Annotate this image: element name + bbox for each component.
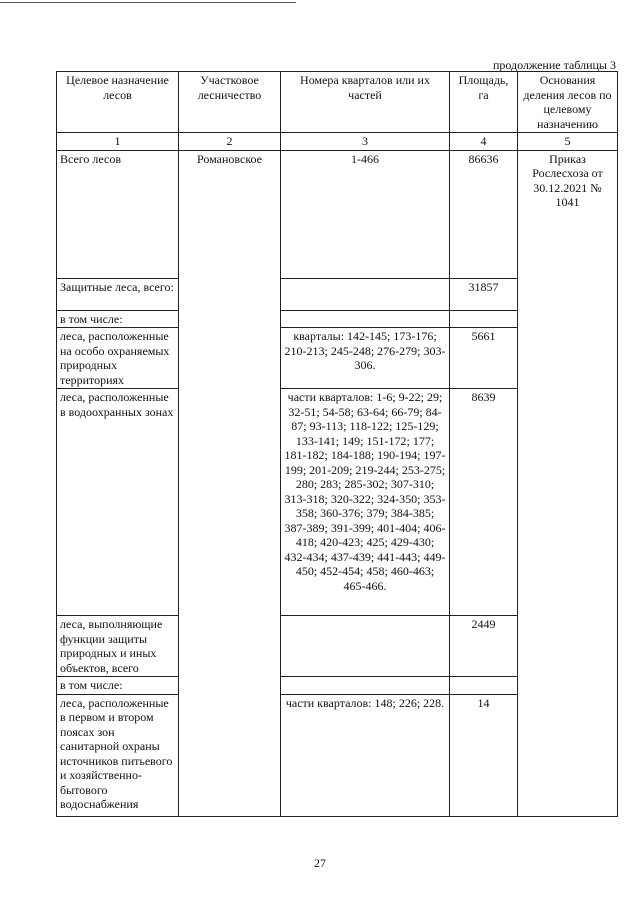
header-row [57, 72, 618, 133]
col-number: 5 [518, 133, 618, 151]
header-purpose: Целевое назначение лесов [57, 72, 179, 133]
quarters-cell: 1-466 [281, 150, 450, 278]
quarters-cell: кварталы: 142-145; 173-176; 210-213; 245-248; 276-279; 303-306. [281, 328, 450, 389]
purpose-cell: леса, расположенные в первом и втором поясах зон санитарной охраны источников питьевого и хозяйственно-бытового водоснабжения [57, 694, 179, 816]
header-quarters: Номера кварталов или их частей [281, 72, 450, 133]
area-cell: 5661 [450, 328, 518, 389]
col-number: 2 [179, 133, 281, 151]
area-cell: 8639 [450, 389, 518, 616]
header-basis: Основания деления лесов по целевому назначению [518, 72, 618, 133]
quarters-cell [281, 310, 450, 328]
purpose-cell: в том числе: [57, 677, 179, 695]
table-continuation-caption: продолжение таблицы 3 [492, 58, 616, 72]
quarters-cell [281, 677, 450, 695]
area-cell: 31857 [450, 278, 518, 310]
area-cell [450, 310, 518, 328]
quarters-cell: части кварталов: 1-6; 9-22; 29; 32-51; 54-58; 63-64; 66-79; 84-87; 93-113; 118-122; 125-129; 133-141; 149; 151-172; 177; 181-182; 184-188; 190-194; 197-199; 201-209; 219-244; 253-275; 280; 283; 285-302; 307-310; 313-318; 320-322; 324-350; 353-358; 360-376; 379; 384-385; 387-389; 391-399; 401-404; 406-418; 420-423; 425; 429-430; 432-434; 437-439; 441-443; 449-450; 452-454; 458; 460-463; 465-466. [281, 389, 450, 616]
purpose-cell: Защитные леса, всего: [57, 278, 179, 310]
top-rule [0, 2, 296, 3]
quarters-cell: части кварталов: 148; 226; 228. [281, 694, 450, 816]
area-cell: 86636 [450, 150, 518, 278]
column-number-row [57, 133, 618, 151]
quarters-cell [281, 278, 450, 310]
purpose-cell: в том числе: [57, 310, 179, 328]
header-area: Площадь, га [450, 72, 518, 133]
header-forestry: Участковое лесничество [179, 72, 281, 133]
quarters-cell [281, 616, 450, 677]
purpose-cell: леса, расположенные в водоохранных зонах [57, 389, 179, 616]
area-cell [450, 677, 518, 695]
table-row [57, 150, 618, 278]
page-number: 27 [314, 856, 326, 870]
forestry-cell: Романовское [179, 150, 281, 816]
purpose-cell: Всего лесов [57, 150, 179, 278]
col-number: 3 [281, 133, 450, 151]
area-cell: 14 [450, 694, 518, 816]
purpose-cell: леса, расположенные на особо охраняемых природных территориях [57, 328, 179, 389]
purpose-cell: леса, выполняющие функции защиты природных и иных объектов, всего [57, 616, 179, 677]
area-cell: 2449 [450, 616, 518, 677]
forest-purpose-table [56, 71, 618, 817]
col-number: 1 [57, 133, 179, 151]
col-number: 4 [450, 133, 518, 151]
basis-cell: Приказ Рослесхоза от 30.12.2021 № 1041 [518, 150, 618, 816]
